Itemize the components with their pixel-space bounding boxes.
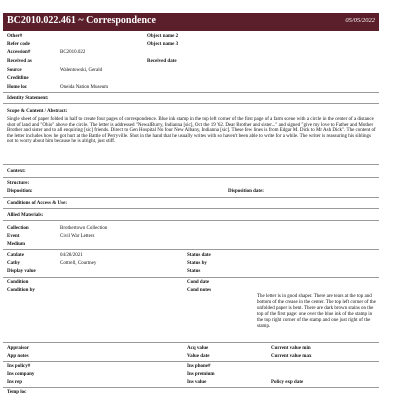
event-label: Event	[7, 234, 20, 239]
source-value: Walentowski, Gerald	[60, 68, 103, 73]
medium-label: Medium	[7, 242, 26, 247]
accession-value: BC2010.022	[60, 50, 86, 55]
conditions-access-label: Conditions of Access & Use:	[7, 201, 67, 206]
structure-label: Structure:	[7, 181, 30, 186]
status-date-label: Status date	[187, 253, 211, 258]
creditline-label: Creditline	[7, 76, 29, 81]
divider	[3, 387, 379, 388]
refer-code-label: Refer code	[7, 42, 30, 47]
divider	[3, 249, 379, 250]
appraisor-label: Appraisor	[7, 346, 29, 351]
home-loc-value: Oneida Nation Museum	[60, 85, 109, 90]
ins-phone-label: Ins phone#	[187, 364, 211, 369]
temp-loc-label: Temp loc	[7, 390, 27, 395]
divider	[3, 103, 379, 104]
catdate-value: 04/28/2021	[60, 253, 83, 258]
divider	[3, 220, 379, 221]
divider	[3, 164, 379, 165]
object-name-3-label: Object name 3	[147, 42, 179, 47]
record-header	[3, 13, 379, 31]
disposition-date-label: Disposition date:	[228, 189, 264, 194]
divider	[3, 177, 379, 178]
identity-statement-label: Identity Statement:	[7, 96, 49, 101]
ins-company-label: Ins company	[7, 372, 35, 377]
allied-materials-label: Allied Materials:	[7, 213, 44, 218]
ins-value-label: Ins value	[187, 380, 207, 385]
condition-label: Condition	[7, 280, 29, 285]
received-as-label: Received as	[7, 59, 32, 64]
ins-premium-label: Ins premium	[187, 372, 215, 377]
divider	[3, 342, 379, 343]
current-value-max-label: Current value max	[271, 354, 312, 359]
display-value-label: Display value	[7, 269, 36, 274]
disposition-label: Disposition:	[7, 189, 33, 194]
value-date-label: Value date	[187, 354, 210, 359]
collection-label: Collection	[7, 226, 29, 231]
catby-value: Cottrell, Courtney	[60, 261, 97, 266]
scope-content-label: Scope & Content / Abstract:	[7, 109, 68, 114]
accession-label: Accession#	[7, 50, 31, 55]
ins-rep-label: Ins rep	[7, 380, 23, 385]
cond-date-label: Cond date	[187, 280, 210, 285]
record-date: 05/05/2022	[345, 17, 375, 24]
status-by-label: Status by	[187, 261, 207, 266]
source-label: Source	[7, 68, 22, 73]
other-number-label: Other#	[7, 34, 23, 39]
policy-exp-date-label: Policy exp date	[271, 380, 304, 385]
ins-policy-label: Ins policy#	[7, 364, 31, 369]
condition-by-label: Condition by	[7, 288, 35, 293]
status-label: Status	[187, 269, 201, 274]
event-value: Civil War Letters	[60, 234, 95, 239]
home-loc-label: Home loc	[7, 85, 28, 90]
cond-notes-text: The letter is in good shaper. There are tears at the top and bottom of the crease in the center. The top left corner of the unfolded paper is bent. There are dark brown stains on the top of the first page: one over the blue ink of the stamp in the top right corner of the stamp and one just right of the stamp.	[257, 294, 376, 329]
context-label: Context:	[7, 169, 26, 174]
current-value-min-label: Current value min	[271, 346, 311, 351]
object-name-2-label: Object name 2	[147, 34, 179, 39]
divider	[3, 92, 379, 93]
divider	[3, 208, 379, 209]
scope-content-text: Single sheet of paper folded in half to create four pages of correspondence. Blue ink stamp in the top left corner of the first page of a farm scene with a circle in the center of a distance shot of land and "Ohio" above the circle. The letter is addressed "NewalBurry, Indianna [sic], Oct the 19 '62. Dear Brother and sister..." and signed "give my love to Father and Mother Brother and sister and to all enquiring [sic] friends. Direct to Gen Hospital No four New Albany, Indianna [sic]. These few lines is from Edgar M. Dick to Mr Ash Dick". The content of the letter includes how he got hurt at the Battle of Perryville. Shot in the hand that he usually writes with so haven't been able to write for a while. The writer is reassuring his siblings not to worry about him because he is alright, just stiff.	[7, 117, 376, 145]
record-title: BC2010.022.461 ~ Correspondence	[7, 15, 156, 26]
app-notes-label: App notes	[7, 354, 29, 359]
acq-value-label: Acq value	[187, 346, 209, 351]
received-date-label: Received date	[147, 59, 177, 64]
collection-value: Brothertown Collection	[60, 226, 108, 231]
divider	[3, 277, 379, 278]
divider	[3, 361, 379, 362]
catby-label: Catby	[7, 261, 21, 266]
divider	[3, 197, 379, 198]
catdate-label: Catdate	[7, 253, 24, 258]
cond-notes-label: Cond notes	[187, 288, 212, 293]
